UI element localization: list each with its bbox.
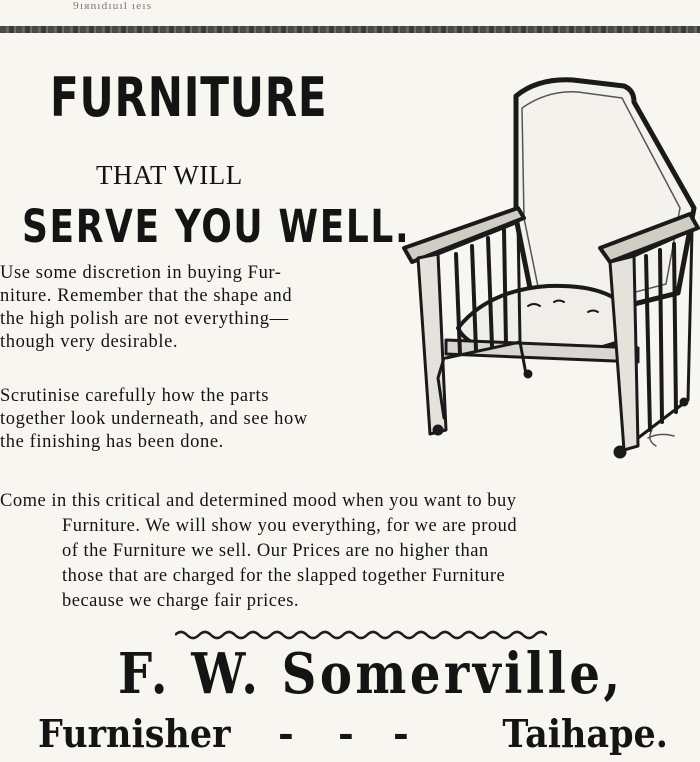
morris-chair-icon [398,58,700,466]
body-line: Come in this critical and determined mood when you want to buy [0,491,517,511]
body-line: because we charge fair prices. [62,591,300,611]
top-rule [0,26,700,33]
wavy-divider [175,628,547,642]
body-copy [0,489,700,614]
footer-taihape: Taihape. [502,711,668,756]
paragraph-discretion: Use some discretion in buying Fur- niture. Remember that the shape and the high polish are not everything— though very desirable. [0,263,293,352]
body-line: Furniture. We will show you everything, for we are proud [62,516,518,536]
headline-serve: SERVE YOU WELL. [22,200,411,253]
body-line: those that are charged for the slapped together Furniture [62,566,506,586]
footer-dash: - [278,711,294,756]
headline: FURNITURE [50,66,328,129]
paragraph-scrutinise: Scrutinise carefully how the parts together look underneath, and see how the finishing has been done. [0,386,308,452]
footer-furnisher: Furnisher [38,711,231,756]
subhead: THAT WILL [96,160,243,190]
firm-name: F. W. Somerville, [118,641,624,707]
masthead-text: 9ıяnıdıuıl ıeıs [73,0,153,12]
footer [38,709,668,759]
footer-dash: - [338,711,354,756]
body-line: of the Furniture we sell. Our Prices are no higher than [62,541,489,561]
footer-dash: - [393,711,409,756]
